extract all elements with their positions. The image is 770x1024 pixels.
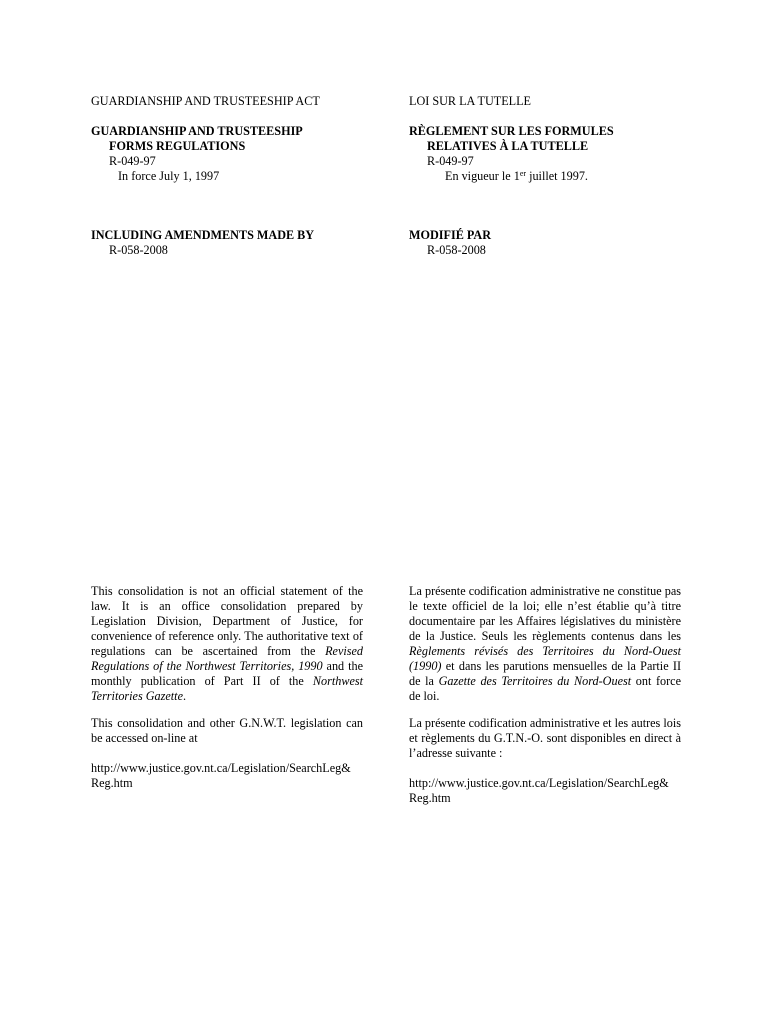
- notice-paragraph1-en: This consolidation is not an official statement of the law. It is an office consolidation prepared by Legislation Division, Department of Justice, for convenience of reference only. The authoritative text of regulations can be ascertained from the Revised Regulations of the Northwest Territories, 1990 and the monthly publication of Part II of the Northwest Territories Gazette.: [91, 584, 363, 703]
- regulation-number-en: R-049-97: [109, 154, 156, 168]
- regulation-title-fr: [409, 124, 681, 154]
- amendments-heading-fr: MODIFIÉ PAR: [409, 228, 492, 242]
- amendment-number-fr: R-058-2008: [427, 243, 486, 257]
- regulation-info-en: [91, 154, 363, 184]
- act-title-fr: LOI SUR LA TUTELLE: [409, 94, 531, 108]
- regulation-title-en: [91, 124, 363, 154]
- amendment-number-en: R-058-2008: [109, 243, 168, 257]
- amendments-heading-en: INCLUDING AMENDMENTS MADE BY: [91, 228, 315, 242]
- amendments-fr: [409, 228, 681, 258]
- act-title-en: GUARDIANSHIP AND TRUSTEESHIP ACT: [91, 94, 320, 108]
- regulation-title-line2: FORMS REGULATIONS: [109, 139, 246, 153]
- in-force-date-en: In force July 1, 1997: [118, 169, 220, 183]
- notice-paragraph1-fr: La présente codification administrative ne constitue pas le texte officiel de la loi; elle n’est établie qu’à titre documentaire par les Affaires législatives du ministère de la Justice. Seuls les règlements contenus dans les Règlements révisés des Territoires du Nord-Ouest (1990) et dans les parutions mensuelles de la Partie II de la Gazette des Territoires du Nord-Ouest ont force de loi.: [409, 584, 681, 703]
- regulation-number-fr: R-049-97: [427, 154, 474, 168]
- legislation-url-fr[interactable]: http://www.justice.gov.nt.ca/Legislation/SearchLeg& Reg.htm: [409, 776, 669, 805]
- regulation-info-fr: [409, 154, 681, 184]
- legislation-url-en[interactable]: http://www.justice.gov.nt.ca/Legislation/SearchLeg& Reg.htm: [91, 761, 351, 790]
- amendments-en: [91, 228, 363, 258]
- notice-paragraph2-fr: La présente codification administrative et les autres lois et règlements du G.T.N.-O. sont disponibles en direct à l’adresse suivante :: [409, 716, 681, 760]
- notice-paragraph2-en: This consolidation and other G.N.W.T. legislation can be accessed on-line at: [91, 716, 363, 745]
- regulation-title-line1: GUARDIANSHIP AND TRUSTEESHIP: [91, 124, 303, 138]
- in-force-date-fr: En vigueur le 1er juillet 1997.: [445, 169, 588, 183]
- regulation-title-line1: RÈGLEMENT SUR LES FORMULES: [409, 124, 614, 138]
- regulation-title-line2: RELATIVES À LA TUTELLE: [427, 139, 589, 153]
